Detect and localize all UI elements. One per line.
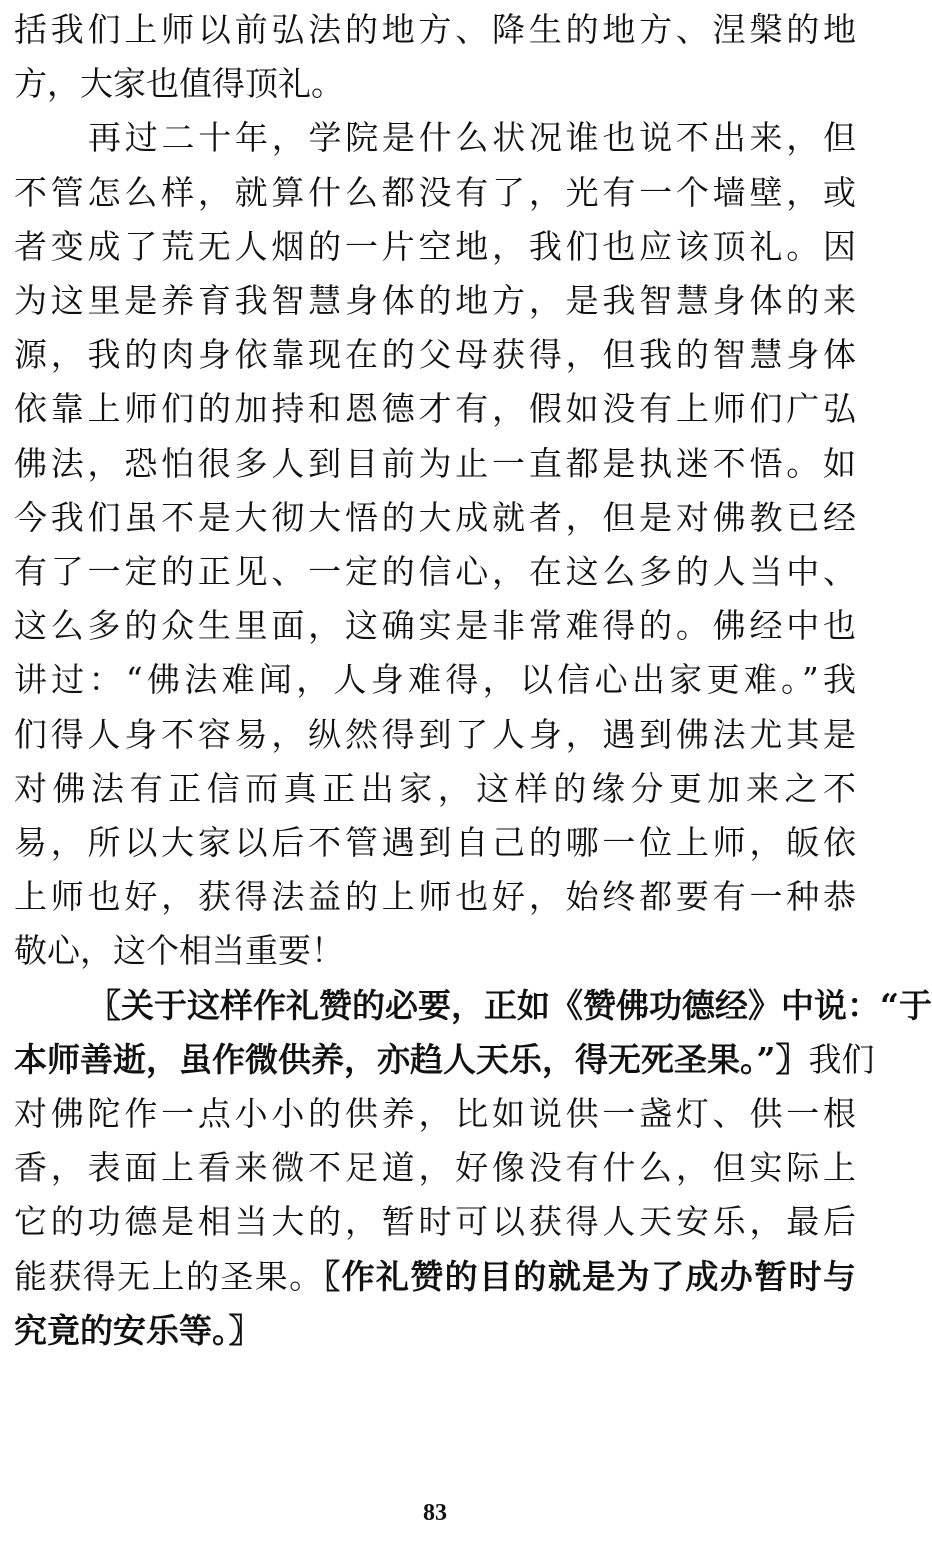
bold-text-segment: 究竟的安乐等。〗 — [14, 1310, 262, 1350]
text-line — [14, 273, 856, 329]
text-line — [88, 978, 932, 1034]
text-line — [14, 1140, 856, 1196]
text-line — [14, 1086, 856, 1142]
text-line — [14, 436, 856, 492]
text-line — [14, 815, 856, 871]
text-segment: 易，所以大家以后不管遇到自己的哪一位上师，皈依 — [14, 823, 856, 862]
bold-text-segment: 本师善逝，虽作微供养，亦趋人天乐，得无死圣果。”〗 — [14, 1039, 809, 1079]
text-segment: 佛法，恐怕很多人到目前为止一直都是执迷不悟。如 — [14, 443, 856, 483]
text-segment: 对佛法有正信而真正出家，这样的缘分更加来之不 — [14, 768, 856, 808]
text-segment: 这么多的众生里面，这确实是非常难得的。佛经中也 — [14, 606, 856, 646]
text-line — [14, 1194, 856, 1250]
text-line — [14, 1032, 875, 1088]
text-line — [14, 652, 856, 708]
text-line — [14, 544, 856, 600]
text-line — [88, 110, 856, 166]
text-line — [14, 761, 856, 817]
text-line — [14, 381, 856, 437]
text-segment: 依靠上师们的加持和恩德才有，假如没有上师们广弘 — [14, 389, 856, 429]
text-segment: 讲过：“佛法难闻，人身难得，以信心出家更难。”我 — [14, 660, 856, 700]
text-line — [14, 1249, 856, 1305]
text-segment: 敬心，这个相当重要！ — [14, 931, 344, 971]
text-line — [14, 2, 856, 58]
text-segment: 它的功德是相当大的，暂时可以获得人天安乐，最后 — [14, 1202, 856, 1242]
text-line — [14, 327, 856, 383]
bold-text-segment: 〖关于这样作礼赞的必要，正如《赞佛功德经》中说：“于 — [88, 985, 932, 1025]
text-segment: 为这里是养育我智慧身体的地方，是我智慧身体的来 — [14, 281, 856, 320]
text-segment: 再过二十年，学院是什么状况谁也说不出来，但 — [88, 118, 856, 158]
text-segment: 们得人身不容易，纵然得到了人身，遇到佛法尤其是 — [14, 714, 856, 754]
text-segment: 方，大家也值得顶礼。 — [14, 64, 344, 104]
text-segment: 括我们上师以前弘法的地方、降生的地方、涅槃的地 — [14, 10, 856, 49]
text-line — [14, 165, 856, 221]
text-segment: 我们 — [808, 1039, 875, 1079]
text-segment: 能获得无上的圣果。 — [14, 1256, 324, 1296]
text-line — [14, 869, 856, 925]
text-line — [14, 490, 856, 546]
text-line — [14, 219, 856, 275]
text-segment: 对佛陀作一点小小的供养，比如说供一盏灯、供一根 — [14, 1094, 856, 1133]
text-segment: 香，表面上看来微不足道，好像没有什么，但实际上 — [14, 1148, 856, 1188]
text-segment: 有了一定的正见、一定的信心，在这么多的人当中、 — [14, 552, 856, 591]
text-line — [14, 56, 856, 112]
text-segment: 不管怎么样，就算什么都没有了，光有一个墙壁，或 — [14, 172, 856, 212]
text-segment: 者变成了荒无人烟的一片空地，我们也应该顶礼。因 — [14, 226, 856, 266]
text-line — [14, 707, 856, 763]
text-line — [14, 923, 856, 979]
text-line — [14, 598, 856, 654]
text-segment: 源，我的肉身依靠现在的父母获得，但我的智慧身体 — [14, 335, 856, 375]
text-segment: 上师也好，获得法益的上师也好，始终都要有一种恭 — [14, 877, 856, 917]
page-number: 83 — [423, 1500, 447, 1526]
text-line — [14, 1303, 856, 1359]
bold-text-segment: 〖作礼赞的目的就是为了成办暂时与 — [323, 1256, 857, 1296]
text-segment: 今我们虽不是大彻大悟的大成就者，但是对佛教已经 — [14, 497, 856, 537]
